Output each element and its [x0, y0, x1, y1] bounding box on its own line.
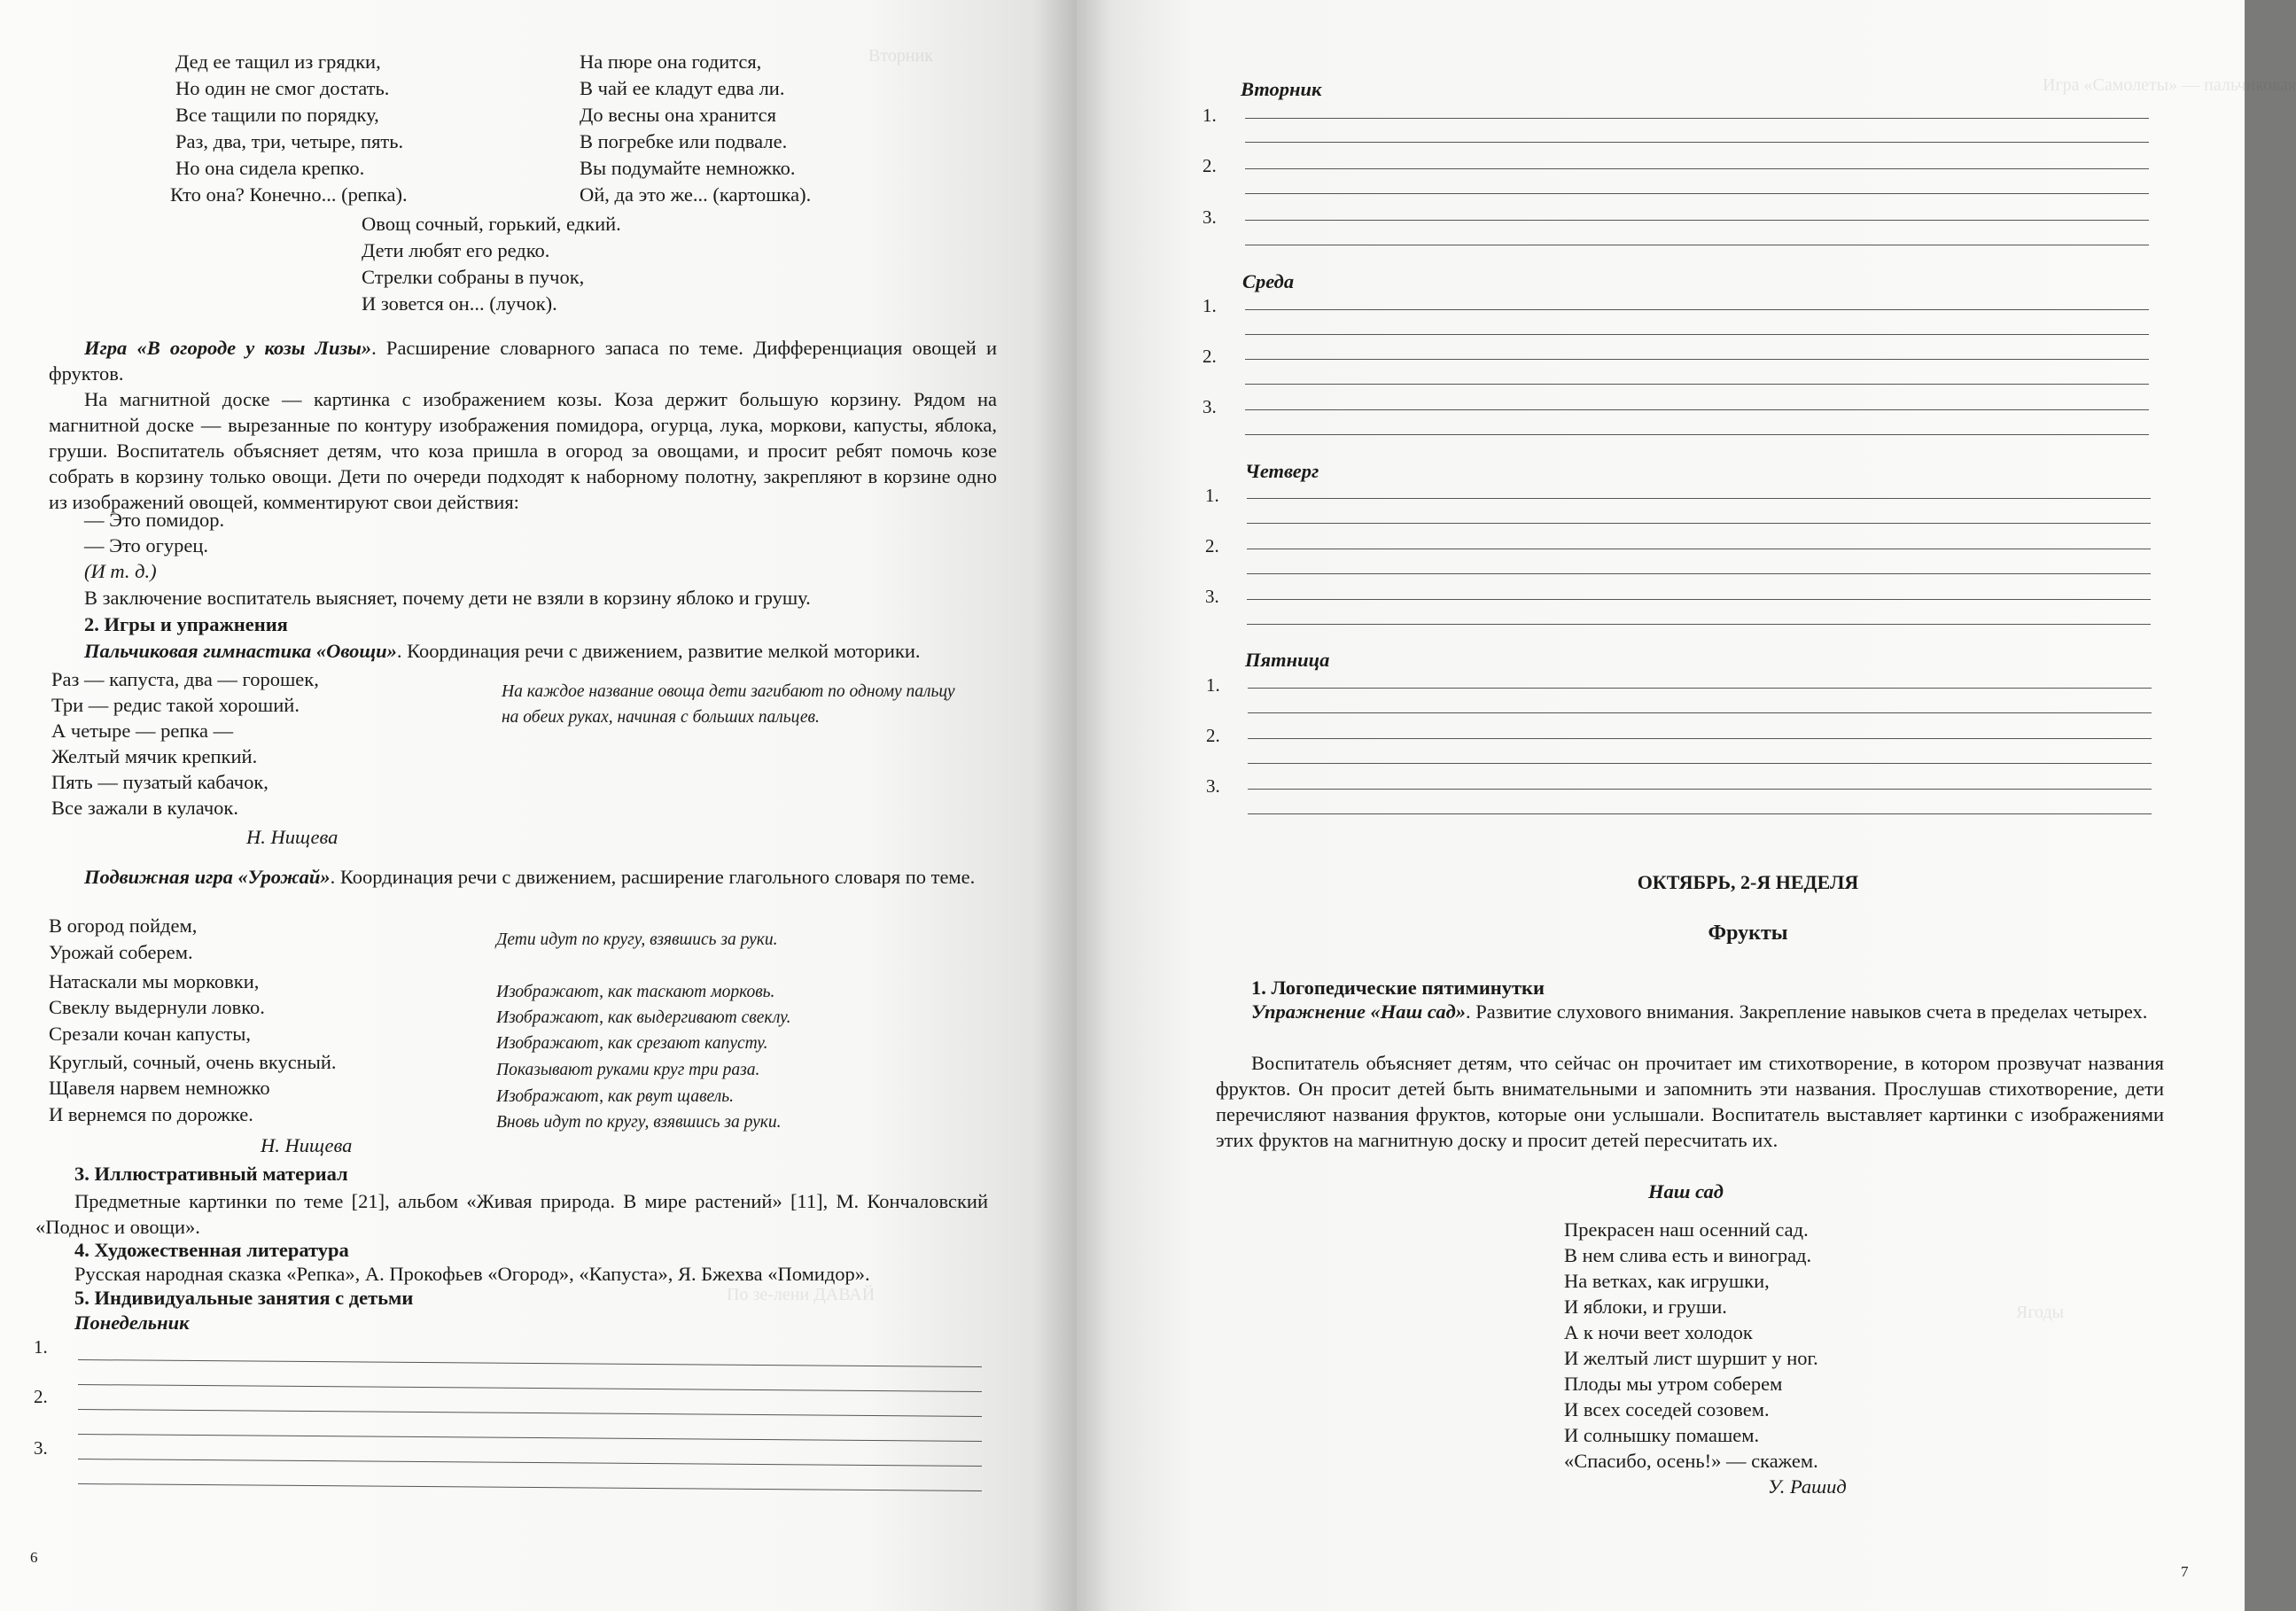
poem-line: И желтый лист шуршит у ног. [1564, 1347, 1818, 1369]
action-note: Изображают, как рвут щавель. [496, 1087, 734, 1106]
page-number: 6 [30, 1549, 38, 1566]
poem-line: И яблоки, и груши. [1564, 1296, 1727, 1318]
riddle-line: В чай ее кладут едва ли. [580, 77, 785, 99]
line-number: 3. [1205, 586, 1219, 607]
writing-line[interactable] [1248, 688, 2152, 689]
verse-line: В огород пойдем, [49, 914, 198, 937]
action-note: Дети идут по кругу, взявшись за руки. [496, 930, 778, 949]
literature-text: Русская народная сказка «Репка», А. Прокофьев «Огород», «Капуста», Я. Бжехва «Помидор». [74, 1263, 870, 1285]
section-heading-illustrative: 3. Иллюстративный материал [74, 1163, 348, 1185]
mobile-game-description: . Координация речи с движением, расширение глагольного словаря по теме. [330, 866, 976, 888]
riddle-line: Но она сидела крепко. [175, 157, 365, 179]
day-monday: Понедельник [74, 1311, 190, 1334]
section-heading-individual: 5. Индивидуальные занятия с детьми [74, 1287, 414, 1309]
exercise-intro [1216, 999, 2164, 1024]
verse-line: Урожай соберем. [49, 941, 193, 963]
writing-line[interactable] [1245, 118, 2149, 119]
line-number: 2. [1205, 535, 1219, 556]
writing-line[interactable] [1248, 813, 2152, 814]
line-number: 1. [1206, 674, 1220, 696]
line-number: 1. [1202, 295, 1217, 316]
verse-line: Свеклу выдернули ловко. [49, 996, 265, 1018]
riddle-line: На пюре она годится, [580, 51, 762, 73]
game-description: . Расширение словарного запаса по теме. Дифференциация овощей и фруктов. [49, 337, 997, 385]
riddle-line: Вы подумайте немножко. [580, 157, 796, 179]
verse-line: Все зажали в кулачок. [51, 797, 238, 819]
right-page [1077, 0, 2296, 1611]
finger-note: на обеих руках, начиная с больших пальцев. [502, 708, 820, 727]
bleed-through: Игра «Самолеты» — пальчиковая [2043, 75, 2296, 95]
finger-intro [84, 638, 921, 665]
finger-description: . Координация речи с движением, развитие мелкой моторики. [396, 640, 921, 662]
finger-title: Пальчиковая гимнастика «Овощи» [84, 640, 397, 662]
verse-line: И вернемся по дорожке. [49, 1103, 253, 1125]
writing-line[interactable] [78, 1434, 982, 1442]
action-note: Изображают, как таскают морковь. [496, 983, 775, 1001]
writing-line[interactable] [1245, 384, 2149, 385]
action-note: Показывают руками круг три раза. [496, 1061, 760, 1079]
action-note: Изображают, как срезают капусту. [496, 1034, 768, 1053]
bleed-through: По зе-лени ДАВАЙ [727, 1285, 876, 1304]
day-friday: Пятница [1245, 649, 1330, 671]
writing-line[interactable] [1245, 220, 2149, 221]
writing-line[interactable] [1245, 168, 2149, 169]
writing-line[interactable] [78, 1359, 982, 1367]
game-title: Игра «В огороде у козы Лизы» [84, 337, 372, 359]
line-number: 1. [1205, 485, 1219, 506]
mobile-game-title: Подвижная игра «Урожай» [84, 866, 331, 888]
line-number: 2. [1202, 346, 1217, 367]
writing-line[interactable] [1245, 142, 2149, 143]
action-note: Вновь идут по кругу, взявшись за руки. [496, 1113, 782, 1132]
illustrative-text: Предметные картинки по теме [21], альбом «Живая природа. В мире растений» [11], М. Кончаловский «Поднос и овощи». [35, 1190, 988, 1238]
game-paragraph: На магнитной доске — картинка с изображением козы. Коза держит большую корзину. Рядом на магнитной доске — вырезанные по контуру изображения помидора, огурца, лука, моркови, капусты, яблока, груши. Воспитатель объясняет детям, что коза пришла в огород за овощами, и просит ребят помочь козе собрать в корзину только овощи. Дети по очереди подходят к наборному полотну, закрепляют в корзине одно из изображений овощей, комментируют свои действия: [49, 388, 997, 513]
riddle-line: Дед ее тащил из грядки, [175, 51, 381, 73]
writing-line[interactable] [1245, 309, 2149, 310]
writing-line[interactable] [78, 1384, 982, 1392]
author: Н. Нищева [261, 1134, 353, 1156]
writing-line[interactable] [1245, 193, 2149, 194]
dialog-line: (И т. д.) [84, 560, 157, 582]
poem-line: «Спасибо, осень!» — скажем. [1564, 1450, 1818, 1472]
bleed-through: Вторник [868, 46, 933, 66]
week-heading: ОКТЯБРЬ, 2-Я НЕДЕЛЯ [1637, 871, 1859, 893]
finger-note: На каждое название овоща дети загибают по одному пальцу [502, 682, 955, 701]
verse-line: Щавеля нарвем немножко [49, 1077, 270, 1099]
game-intro [49, 335, 997, 386]
topic-title: Фрукты [1708, 922, 1788, 945]
page-number: 7 [2181, 1563, 2189, 1580]
line-number: 1. [1202, 105, 1217, 126]
poem-line: А к ночи веет холодок [1564, 1321, 1753, 1343]
riddle-line: Кто она? Конечно... (репка). [170, 183, 408, 206]
author: Н. Нищева [246, 826, 339, 848]
riddle-line: До весны она хранится [580, 104, 776, 126]
writing-line[interactable] [1248, 789, 2152, 790]
line-number: 1. [34, 1336, 48, 1358]
writing-line[interactable] [1247, 624, 2151, 625]
writing-line[interactable] [1248, 738, 2152, 739]
writing-line[interactable] [1248, 712, 2152, 713]
verse-line: Раз — капуста, два — горошек, [51, 668, 319, 690]
verse-line: Срезали кочан капусты, [49, 1023, 252, 1045]
left-page [0, 0, 1077, 1611]
writing-line[interactable] [1247, 498, 2151, 499]
writing-line[interactable] [1245, 409, 2149, 410]
writing-line[interactable] [1245, 434, 2149, 435]
riddle-line: Ой, да это же... (картошка). [580, 183, 812, 206]
action-note: Изображают, как выдергивают свеклу. [496, 1008, 791, 1027]
line-number: 2. [34, 1386, 48, 1407]
verse-line: Круглый, сочный, очень вкусный. [49, 1051, 337, 1073]
poem-author: У. Рашид [1768, 1475, 1847, 1498]
verse-line: А четыре — репка — [51, 720, 234, 742]
riddle-line: И зовется он... (лучок). [362, 292, 557, 315]
writing-line[interactable] [1247, 573, 2151, 574]
verse-line: Пять — пузатый кабачок, [51, 771, 269, 793]
writing-line[interactable] [1245, 334, 2149, 335]
line-number: 3. [1206, 775, 1220, 797]
writing-line[interactable] [1248, 763, 2152, 764]
line-number: 2. [1202, 155, 1217, 176]
poem-title: Наш сад [1648, 1180, 1724, 1202]
line-number: 3. [1202, 396, 1217, 417]
poem-line: На ветках, как игрушки, [1564, 1270, 1770, 1292]
day-thursday: Четверг [1245, 460, 1319, 482]
line-number: 3. [1202, 206, 1217, 228]
line-number: 2. [1206, 725, 1220, 746]
section-heading-games: 2. Игры и упражнения [84, 613, 288, 635]
day-tuesday: Вторник [1241, 78, 1322, 100]
verse-line: Желтый мячик крепкий. [51, 745, 258, 767]
dialog-line: — Это помидор. [84, 509, 225, 531]
exercise-title: Упражнение «Наш сад» [1251, 1000, 1466, 1023]
verse-line: Натаскали мы морковки, [49, 970, 260, 992]
writing-line[interactable] [1247, 523, 2151, 524]
day-wednesday: Среда [1242, 270, 1295, 292]
verse-line: Три — редис такой хороший. [51, 694, 300, 716]
poem-line: И всех соседей созовем. [1564, 1398, 1770, 1420]
riddle-line: Овощ сочный, горький, едкий. [362, 213, 621, 235]
poem-line: В нем слива есть и виноград. [1564, 1244, 1812, 1266]
section-heading-speech: 1. Логопедические пятиминутки [1251, 977, 1545, 999]
dialog-line: — Это огурец. [84, 534, 209, 556]
exercise-description: . Развитие слухового внимания. Закрепление навыков счета в пределах четырех. [1466, 1000, 2148, 1023]
writing-line[interactable] [1247, 599, 2151, 600]
writing-line[interactable] [78, 1459, 982, 1467]
bleed-through: Ягоды [2016, 1303, 2065, 1322]
riddle-line: В погребке или подвале. [580, 130, 788, 152]
exercise-paragraph: Воспитатель объясняет детям, что сейчас он прочитает им стихотворение, в котором прозвучат названия фруктов. Он просит детей быть внимательными и запомнить эти названия. Прослушав стихотворение, дети перечисляют названия фруктов, которые они услышали. Воспитатель выставляет картинки с изображениями этих фруктов на магнитную доску и просит детей пересчитать их. [1216, 1052, 2164, 1151]
writing-line[interactable] [78, 1409, 982, 1417]
section-heading-literature: 4. Художественная литература [74, 1239, 349, 1261]
riddle-line: Стрелки собраны в пучок, [362, 266, 585, 288]
poem-line: И солнышку помашем. [1564, 1424, 1760, 1446]
poem-line: Плоды мы утром соберем [1564, 1373, 1783, 1395]
writing-line[interactable] [78, 1483, 982, 1491]
mobile-game-intro [49, 864, 997, 890]
riddle-line: Но один не смог достать. [175, 77, 390, 99]
poem-line: Прекрасен наш осенний сад. [1564, 1218, 1809, 1241]
line-number: 3. [34, 1437, 48, 1459]
conclusion: В заключение воспитатель выясняет, почему дети не взяли в корзину яблоко и грушу. [84, 587, 811, 609]
riddle-line: Все тащили по порядку, [175, 104, 379, 126]
riddle-line: Дети любят его редко. [362, 239, 550, 261]
riddle-line: Раз, два, три, четыре, пять. [175, 130, 404, 152]
writing-line[interactable] [1245, 359, 2149, 360]
